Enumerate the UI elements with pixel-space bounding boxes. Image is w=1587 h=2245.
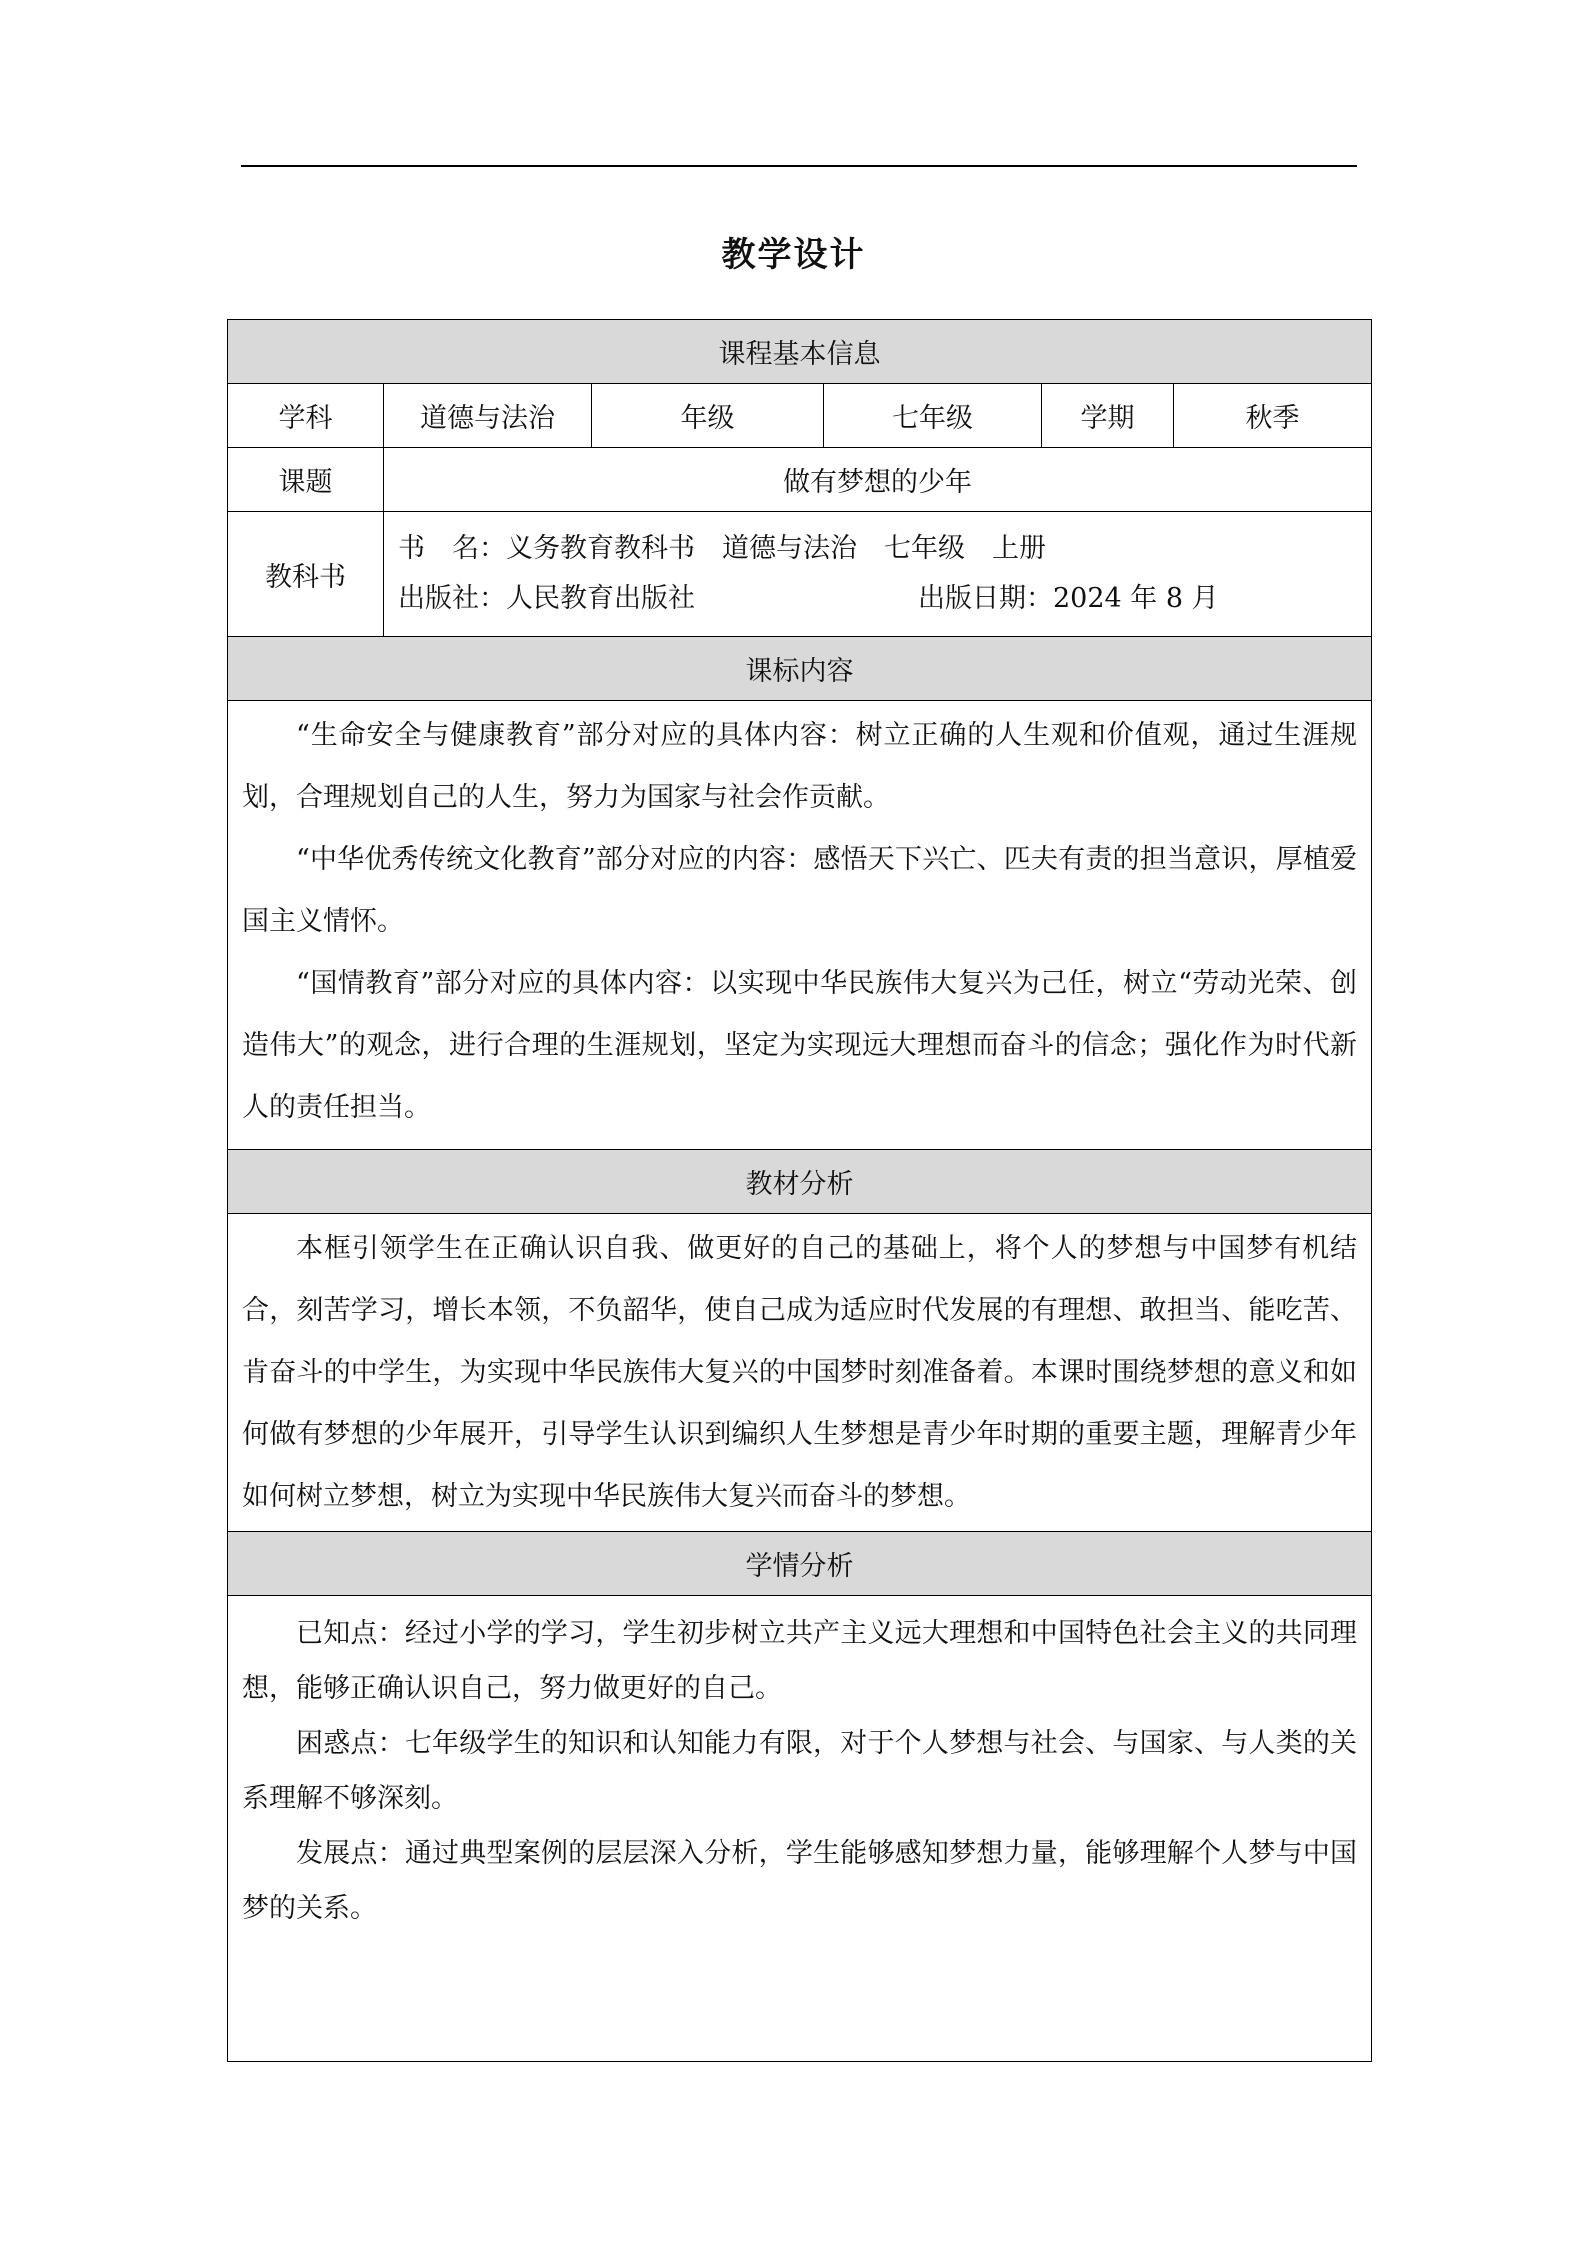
curriculum-standard-content — [228, 701, 1372, 1150]
term-label: 学期 — [1042, 384, 1174, 448]
term-value: 秋季 — [1174, 384, 1372, 448]
standard-paragraph: “中华优秀传统文化教育”部分对应的内容：感悟天下兴亡、匹夫有责的担当意识，厚植爱国主义情怀。 — [242, 844, 1358, 937]
header-rule — [241, 165, 1357, 167]
topic-value: 做有梦想的少年 — [384, 448, 1372, 512]
textbook-name-line: 书 名：义务教育教科书 道德与法治 七年级 上册 — [398, 533, 1046, 564]
lesson-design-table — [227, 319, 1371, 2062]
learning-analysis-header: 学情分析 — [228, 1532, 1372, 1596]
course-info-header: 课程基本信息 — [228, 320, 1372, 384]
textbook-label: 教科书 — [228, 512, 384, 637]
learning-paragraph: 困惑点：七年级学生的知识和认知能力有限，对于个人梦想与社会、与国家、与人类的关系理解不够深刻。 — [242, 1728, 1358, 1814]
learning-analysis-content — [228, 1596, 1372, 2062]
learning-paragraph: 发展点：通过典型案例的层层深入分析，学生能够感知梦想力量，能够理解个人梦与中国梦的关系。 — [242, 1838, 1358, 1924]
grade-label: 年级 — [592, 384, 824, 448]
publish-date-line: 出版日期：2024 年 8 月 — [918, 583, 1219, 614]
standard-paragraph: “国情教育”部分对应的具体内容：以实现中华民族伟大复兴为己任，树立“劳动光荣、创造伟大”的观念，进行合理的生涯规划，坚定为实现远大理想而奋斗的信念；强化作为时代新人的责任担当。 — [242, 968, 1358, 1123]
subject-value: 道德与法治 — [384, 384, 592, 448]
analysis-paragraph: 本框引领学生在正确认识自我、做更好的自己的基础上，将个人的梦想与中国梦有机结合，刻苦学习，增长本领，不负韶华，使自己成为适应时代发展的有理想、敢担当、能吃苦、肯奋斗的中学生，为实现中华民族伟大复兴的中国梦时刻准备着。本课时围绕梦想的意义和如何做有梦想的少年展开，引导学生认识到编织人生梦想是青少年时期的重要主题，理解青少年如何树立梦想，树立为实现中华民族伟大复兴而奋斗的梦想。 — [242, 1233, 1358, 1512]
curriculum-standard-header: 课标内容 — [228, 637, 1372, 701]
grade-value: 七年级 — [824, 384, 1042, 448]
textbook-analysis-content — [228, 1214, 1372, 1532]
document-title: 教学设计 — [721, 235, 866, 275]
subject-label: 学科 — [228, 384, 384, 448]
textbook-analysis-header: 教材分析 — [228, 1150, 1372, 1214]
standard-paragraph: “生命安全与健康教育”部分对应的具体内容：树立正确的人生观和价值观，通过生涯规划，合理规划自己的人生，努力为国家与社会作贡献。 — [242, 720, 1358, 813]
learning-paragraph: 已知点：经过小学的学习，学生初步树立共产主义远大理想和中国特色社会主义的共同理想，能够正确认识自己，努力做更好的自己。 — [242, 1618, 1358, 1704]
textbook-details — [384, 512, 1372, 637]
publisher-line: 出版社：人民教育出版社 — [398, 583, 695, 614]
textbook-publisher-row — [398, 574, 1357, 624]
topic-label: 课题 — [228, 448, 384, 512]
